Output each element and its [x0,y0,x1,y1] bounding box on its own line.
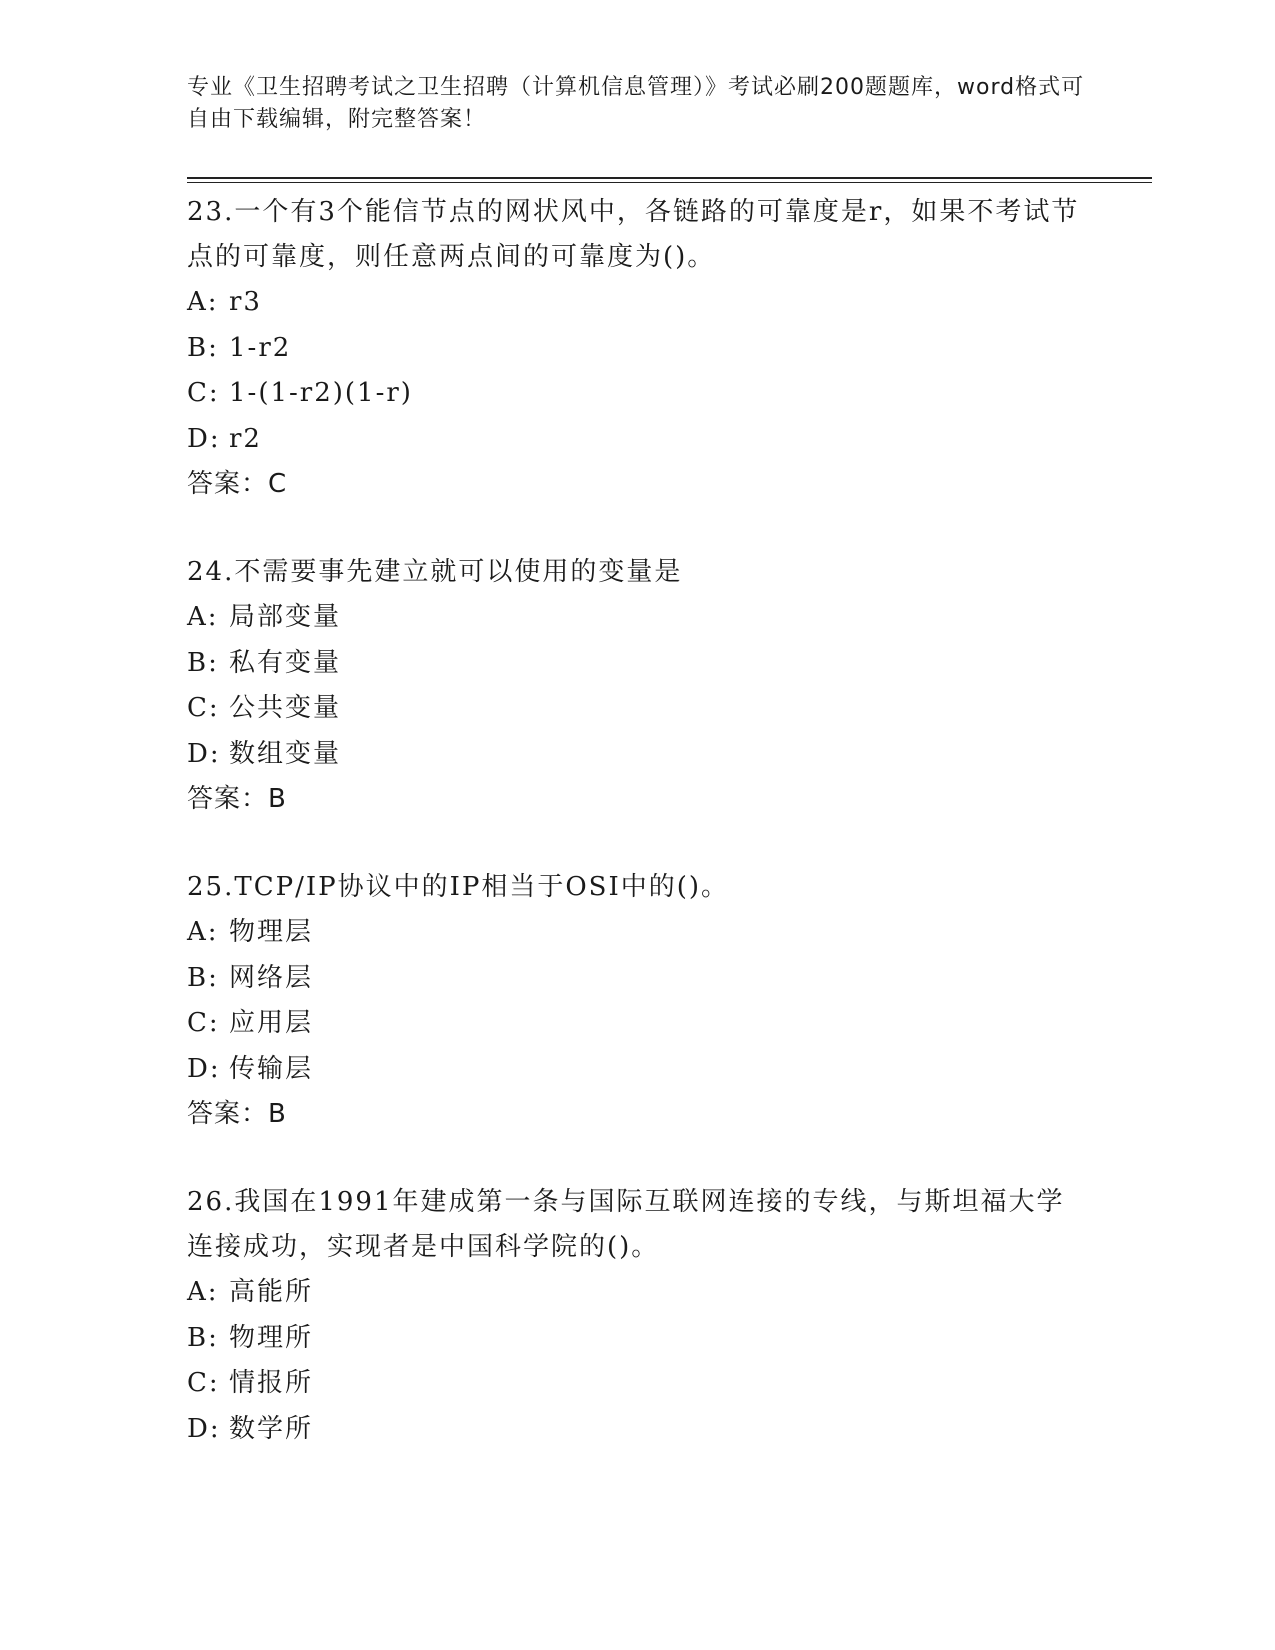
option-a [187,910,1087,956]
option-key: A: [187,917,219,947]
option-key: B: [187,647,219,678]
option-key: C: [187,693,220,723]
answer-line: 答案：B [187,784,287,814]
question-list [187,190,1087,1496]
header-rule-thin [187,182,1152,183]
option-text: 1-(1-r2)(1-r) [229,378,413,408]
option-a [187,280,1087,326]
question-25 [187,865,1087,1136]
option-a [187,1270,1087,1316]
option-d [187,417,1087,463]
option-text: 网络层 [229,962,314,993]
option-text: 公共变量 [229,693,342,723]
option-text: 物理层 [229,917,314,947]
option-d [187,1047,1087,1093]
answer-line: 答案：B [187,1099,287,1129]
option-key: A: [187,1277,219,1307]
question-stem: 26.我国在1991年建成第一条与国际互联网连接的专线，与斯坦福大学连接成功，实现者是中国科学院的()。 [187,1187,1065,1262]
option-c [187,686,1087,732]
option-c [187,1361,1087,1407]
option-text: 高能所 [229,1277,314,1307]
option-text: 数组变量 [229,738,342,769]
option-text: r3 [229,287,262,317]
question-stem: 23.一个有3个能信节点的网状风中，各链路的可靠度是r，如果不考试节点的可靠度，则任意两点间的可靠度为()。 [187,197,1080,272]
option-key: B: [187,332,219,363]
option-b [187,641,1087,687]
option-text: 私有变量 [229,647,342,678]
option-text: 数学所 [229,1413,314,1444]
option-b [187,1316,1087,1362]
option-key: D: [187,1413,221,1444]
option-key: A: [187,287,219,317]
option-key: D: [187,1053,221,1084]
option-key: D: [187,423,221,454]
option-c [187,371,1087,417]
option-key: A: [187,602,219,632]
question-26 [187,1180,1087,1452]
option-key: C: [187,378,220,408]
option-text: 应用层 [229,1008,314,1038]
option-text: r2 [229,423,262,454]
option-d [187,732,1087,778]
option-key: C: [187,1368,220,1398]
option-text: 局部变量 [229,602,342,632]
option-text: 传输层 [229,1053,314,1084]
document-header: 专业《卫生招聘考试之卫生招聘（计算机信息管理）》考试必刷200题题库，word格式可自由下载编辑，附完整答案！ [187,75,1085,132]
question-24 [187,550,1087,821]
option-text: 1-r2 [229,332,292,363]
answer-line: 答案：C [187,469,288,499]
option-b [187,326,1087,372]
option-d [187,1407,1087,1453]
option-c [187,1001,1087,1047]
option-a [187,595,1087,641]
option-key: B: [187,1322,219,1353]
option-key: C: [187,1008,220,1038]
option-key: D: [187,738,221,769]
option-text: 情报所 [229,1368,314,1398]
option-key: B: [187,962,219,993]
option-text: 物理所 [229,1322,314,1353]
question-stem: 24.不需要事先建立就可以使用的变量是 [187,557,683,587]
header-rule-thick [187,177,1152,179]
question-stem: 25.TCP/IP协议中的IP相当于OSI中的()。 [187,872,730,902]
question-23 [187,190,1087,506]
option-b [187,956,1087,1002]
